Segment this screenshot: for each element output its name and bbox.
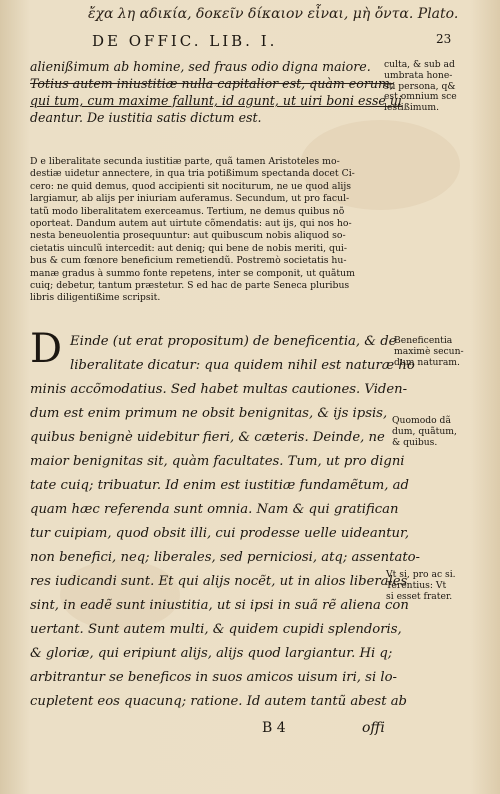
text-line: res iudicandi sunt. Et qui alijs nocẽt, ut in alios liberales: [30, 574, 408, 589]
running-head: DE OFFIC. LIB. I.: [92, 32, 278, 50]
text-line: & gloriæ, qui eripiunt alijs, alijs quod largiantur. Hi q;: [30, 646, 393, 661]
signature-mark: B 4: [262, 720, 286, 736]
text-line: tatũ modo liberalitatem exerceamus. Tertium, ne demus quibus nõ: [30, 205, 345, 217]
text-line: lestißimum.: [384, 102, 440, 114]
text-line: manæ gradus à summo fonte repetens, inter se componit, ut quãtum: [30, 267, 355, 279]
marginal-note: [392, 416, 457, 448]
catchword: offi: [362, 720, 385, 736]
text-line: cupletent eos quacunq; ratione. Id autem tantũ abest ab: [30, 694, 407, 709]
text-line: sint, in eadẽ sunt iniustitia, ut si ipsi in suã rẽ aliena con: [30, 598, 409, 613]
text-line: cietatis uinculũ intercedit: aut deniq; qui bene de nobis meriti, qui-: [30, 242, 348, 254]
text-line: alienißimum ab homine, sed fraus odio digna maiore.: [30, 59, 371, 74]
text-line: quam hæc referenda sunt omnia. Nam & qui gratifican: [30, 502, 399, 517]
text-line: uertant. Sunt autem multi, & quidem cupidi splendoris,: [30, 622, 402, 637]
text-line: nesta beneuolentia prosequuntur: aut quibuscum nobis aliquod so-: [30, 230, 346, 242]
text-line: largiamur, ab alijs per iniuriam auferamus. Secundum, ut pro facul-: [30, 193, 350, 205]
text-line: dum, quãtum,: [392, 425, 457, 437]
text-line: culta, & sub ad: [384, 59, 455, 70]
text-line: bus & cum fœnore beneficium remetiendũ. Postremò societatis hu-: [30, 255, 347, 267]
text-line: libris diligentißime scripsit.: [30, 292, 161, 304]
text-line: D e liberalitate secunda iustitiæ parte, quã tamen Aristoteles mo-: [30, 156, 340, 167]
text-line: qui tum, cum maxime fallunt, id agunt, ut uiri boni esse ui: [30, 93, 403, 108]
text-line: sti persona, q&: [384, 80, 456, 92]
page-number: 23: [436, 32, 452, 46]
text-line: cero: ne quid demus, quod accipienti sit nociturum, ne ue quod alijs: [30, 180, 352, 192]
text-line: Einde (ut erat propositum) de beneficentia, & de: [70, 334, 397, 349]
text-line: cuiq; debetur, tantum præstetur. S ed hac de parte Seneca pluribus: [30, 280, 350, 292]
text-line: liberalitate dicatur: qua quidem nihil est naturæ ho: [70, 358, 415, 373]
text-line: dum naturam.: [394, 356, 460, 368]
text-line: tur cuipiam, quod obsit illi, cui prodesse uelle uideantur,: [30, 526, 410, 541]
text-line: maior benignitas sit, quàm facultates. Tum, ut pro digni: [30, 454, 405, 469]
text-line: Totius autem iniustitiæ nulla capitalior est, quàm eorum,: [30, 76, 394, 91]
text-line: arbitrantur se beneficos in suos amicos uisum iri, si lo-: [30, 670, 397, 685]
text-line: Beneficentia: [394, 335, 453, 346]
text-line: si esset frater.: [386, 590, 453, 602]
marginal-note: [386, 570, 456, 602]
commentary-block: [30, 156, 380, 305]
text-line: est omnium sce: [384, 91, 457, 103]
text-line: oporteat. Dandum autem aut uirtute cõmendatis: aut ijs, qui nos ho-: [30, 218, 352, 230]
marginal-note: [384, 60, 457, 114]
text-line: minis accõmodatius. Sed habet multas cautiones. Viden-: [30, 382, 408, 397]
handwritten-note: ἔχα λη αδικία, δοκεῖν δίκαιον εἶναι, μὴ ὄντα. Plato.: [88, 6, 459, 22]
text-line: umbrata hone-: [384, 69, 453, 81]
text-block-top: [30, 58, 403, 126]
drop-cap: D: [30, 326, 63, 372]
text-line: non benefici, neq; liberales, sed perniciosi, atq; assentato-: [30, 550, 421, 565]
text-line: maximè secun-: [394, 345, 464, 357]
text-line: tate cuiq; tribuatur. Id enim est iustitiæ fundamẽtum, ad: [30, 478, 409, 493]
text-line: deantur. De iustitia satis dictum est.: [30, 110, 262, 125]
text-line: & quibus.: [392, 436, 438, 448]
marginal-note: [394, 336, 464, 368]
text-line: Vt si, pro ac si.: [386, 569, 456, 580]
text-line: quibus benignè uidebitur fieri, & cæteris. Deinde, ne: [30, 430, 385, 445]
text-line: destiæ uidetur annectere, in qua tria potißimum spectanda docet Ci-: [30, 168, 355, 180]
text-line: Terentius: Vt: [386, 579, 447, 591]
text-line: dum est enim primum ne obsit benignitas, & ijs ipsis,: [30, 406, 388, 421]
text-line: Quomodo dã: [392, 415, 451, 426]
